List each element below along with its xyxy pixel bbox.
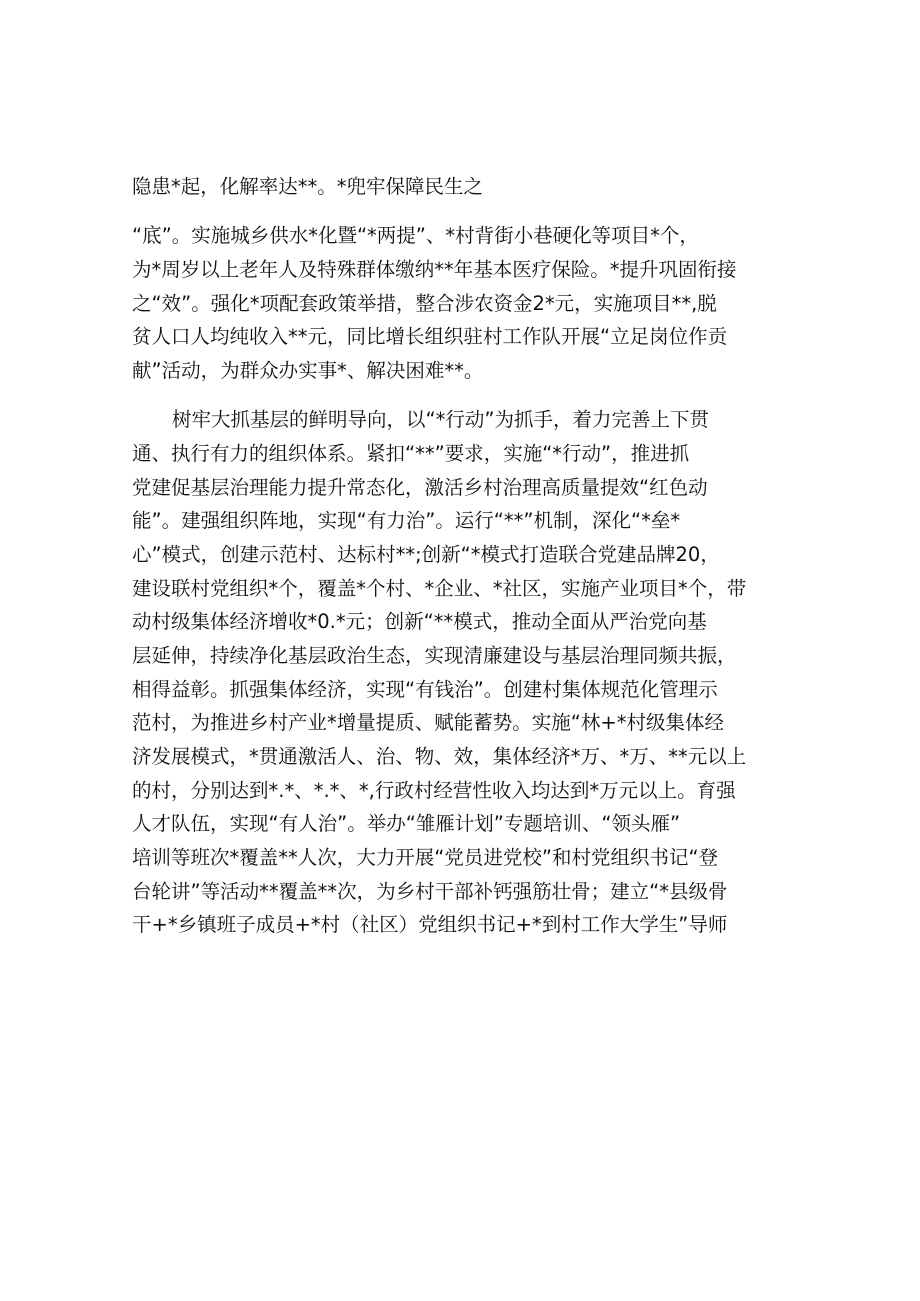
text-line-17: 济发展模式，*贯通激活人、治、物、效，集体经济*万、*万、**元以上 <box>132 745 747 768</box>
text-line-8: 通、执行有力的组织体系。紧扣“**”要求，实施“*行动”，推进抓 <box>132 442 690 465</box>
text-line-19: 人才队伍，实现“有人治”。举办“雏雁计划”专题培训、“领头雁” <box>132 812 681 835</box>
text-line-20: 培训等班次*覆盖**人次，大力开展“党员进党校”和村党组织书记“登 <box>132 846 719 869</box>
text-line-16: 范村，为推进乡村产业*增量提质、赋能蓄势。实施“林+*村级集体经 <box>132 711 724 734</box>
text-line-11: 心”模式，创建示范村、达标村**;创新“*模式打造联合党建品牌20， <box>132 543 720 566</box>
text-line-5: 贫人口人均纯收入**元，同比增长组织驻村工作队开展“立足岗位作贡 <box>132 325 728 348</box>
text-line-21: 台轮讲”等活动**覆盖**次，为乡村干部补钙强筋壮骨；建立“*县级骨 <box>132 880 728 903</box>
text-line-10: 能”。建强组织阵地，实现“有力治”。运行“**”机制，深化“*垒* <box>132 509 681 532</box>
text-line-3: 为*周岁以上老年人及特殊群体缴纳**年基本医疗保险。*提升巩固衔接 <box>132 258 737 281</box>
text-line-9: 党建促基层治理能力提升常态化，激活乡村治理高质量提效“红色动 <box>132 476 708 499</box>
text-line-2: “底”。实施城乡供水*化暨“*两提”、*村背街小巷硬化等项目*个， <box>132 224 699 247</box>
text-line-6: 献”活动，为群众办实事*、解决困难**。 <box>132 359 484 382</box>
text-line-15: 相得益彰。抓强集体经济，实现“有钱治”。创建村集体规范化管理示 <box>132 678 718 701</box>
text-line-22: 干+*乡镇班子成员+*村（社区）党组织书记+*到村工作大学生”导师 <box>132 913 728 936</box>
text-line-13: 动村级集体经济增收*0.*元；创新“**模式，推动全面从严治党向基 <box>132 610 707 633</box>
text-line-12: 建设联村党组织*个，覆盖*个村、*企业、*社区，实施产业项目*个，带 <box>132 577 747 600</box>
text-line-14: 层延伸，持续净化基层政治生态，实现清廉建设与基层治理同频共振， <box>132 644 737 667</box>
text-line-1: 隐患*起，化解率达**。*兜牢保障民生之 <box>132 175 484 198</box>
text-line-18: 的村，分别达到*.*、*.*、*,行政村经营性收入均达到*万元以上。育强 <box>132 779 736 802</box>
text-line-4: 之“效”。强化*项配套政策举措，整合涉农资金2*元，实施项目**,脱 <box>132 292 717 315</box>
text-line-7: 树牢大抓基层的鲜明导向，以“*行动”为抓手，着力完善上下贯 <box>172 408 709 431</box>
